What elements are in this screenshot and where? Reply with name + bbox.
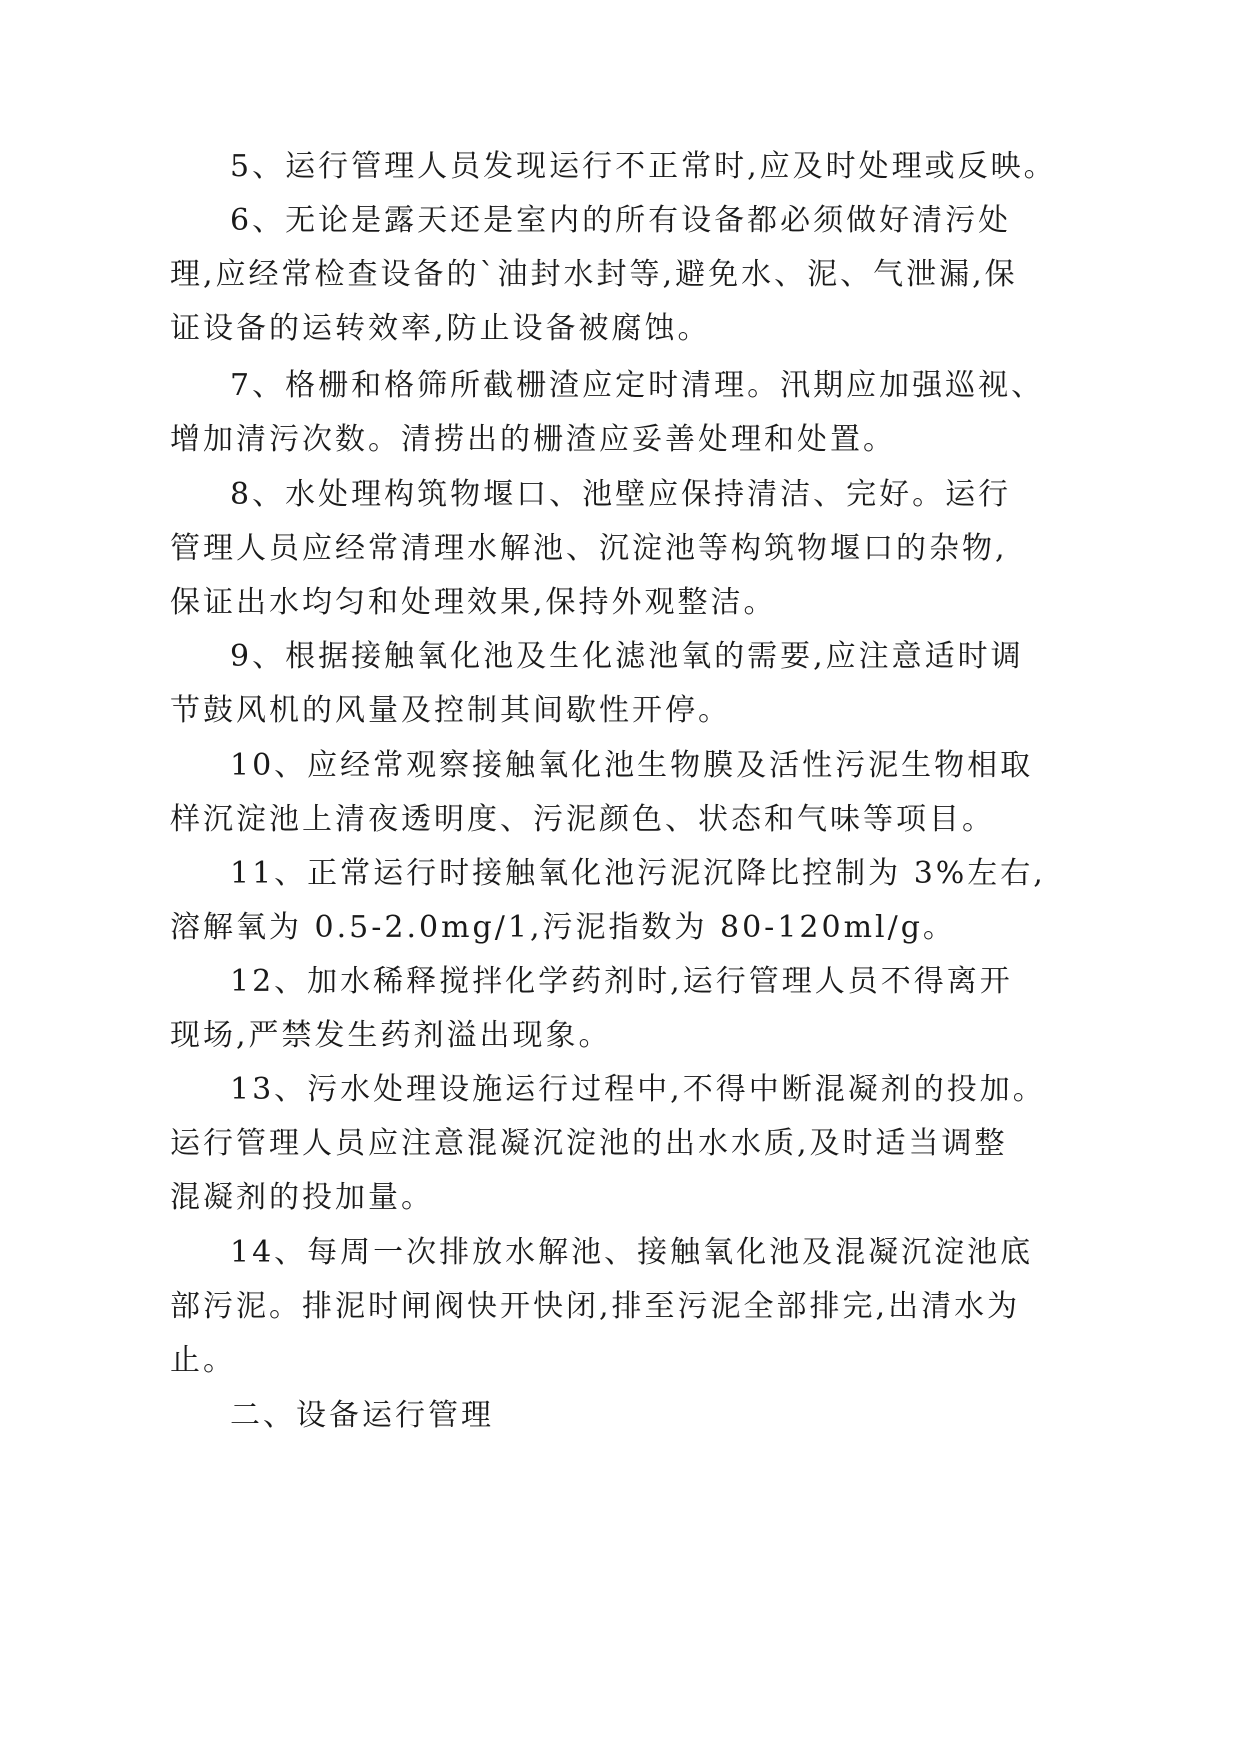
item-13-line-3: 混凝剂的投加量。 <box>170 1180 434 1215</box>
section-heading: 二、设备运行管理 <box>230 1398 494 1433</box>
item-14-line-2: 部污泥。排泥时闸阀快开快闭,排至污泥全部排完,出清水为 <box>170 1289 1021 1324</box>
item-8-line-1: 8、水处理构筑物堰口、池壁应保持清洁、完好。运行 <box>230 477 1012 512</box>
item-8-line-2: 管理人员应经常清理水解池、沉淀池等构筑物堰口的杂物, <box>170 531 1008 566</box>
item-9-line-1: 9、根据接触氧化池及生化滤池氧的需要,应注意适时调 <box>230 639 1024 674</box>
item-6-line-3: 证设备的运转效率,防止设备被腐蚀。 <box>170 311 711 346</box>
item-7-line-2: 增加清污次数。清捞出的栅渣应妥善处理和处置。 <box>170 422 896 457</box>
item-6-line-2: 理,应经常检查设备的`油封水封等,避免水、泥、气泄漏,保 <box>170 257 1018 292</box>
item-13-line-2: 运行管理人员应注意混凝沉淀池的出水水质,及时适当调整 <box>170 1126 1008 1161</box>
item-10-line-1: 10、应经常观察接触氧化池生物膜及活性污泥生物相取 <box>230 748 1034 783</box>
item-12-line-2: 现场,严禁发生药剂溢出现象。 <box>170 1018 612 1053</box>
item-10-line-2: 样沉淀池上清夜透明度、污泥颜色、状态和气味等项目。 <box>170 802 995 837</box>
item-14-line-3: 止。 <box>170 1343 236 1378</box>
item-7-line-1: 7、格栅和格筛所截栅渣应定时清理。汛期应加强巡视、 <box>230 368 1045 403</box>
item-5-line-1: 5、运行管理人员发现运行不正常时,应及时处理或反映。 <box>230 149 1057 184</box>
item-8-line-3: 保证出水均匀和处理效果,保持外观整洁。 <box>170 585 777 620</box>
item-6-line-1: 6、无论是露天还是室内的所有设备都必须做好清污处 <box>230 203 1012 238</box>
item-11-line-2: 溶解氧为 0.5-2.0mg/1,污泥指数为 80-120ml/g。 <box>170 910 956 945</box>
item-13-line-1: 13、污水处理设施运行过程中,不得中断混凝剂的投加。 <box>230 1072 1046 1107</box>
item-11-line-1: 11、正常运行时接触氧化池污泥沉降比控制为 3%左右, <box>230 856 1046 891</box>
item-14-line-1: 14、每周一次排放水解池、接触氧化池及混凝沉淀池底 <box>230 1235 1034 1270</box>
item-12-line-1: 12、加水稀释搅拌化学药剂时,运行管理人员不得离开 <box>230 964 1013 999</box>
item-9-line-2: 节鼓风机的风量及控制其间歇性开停。 <box>170 693 731 728</box>
